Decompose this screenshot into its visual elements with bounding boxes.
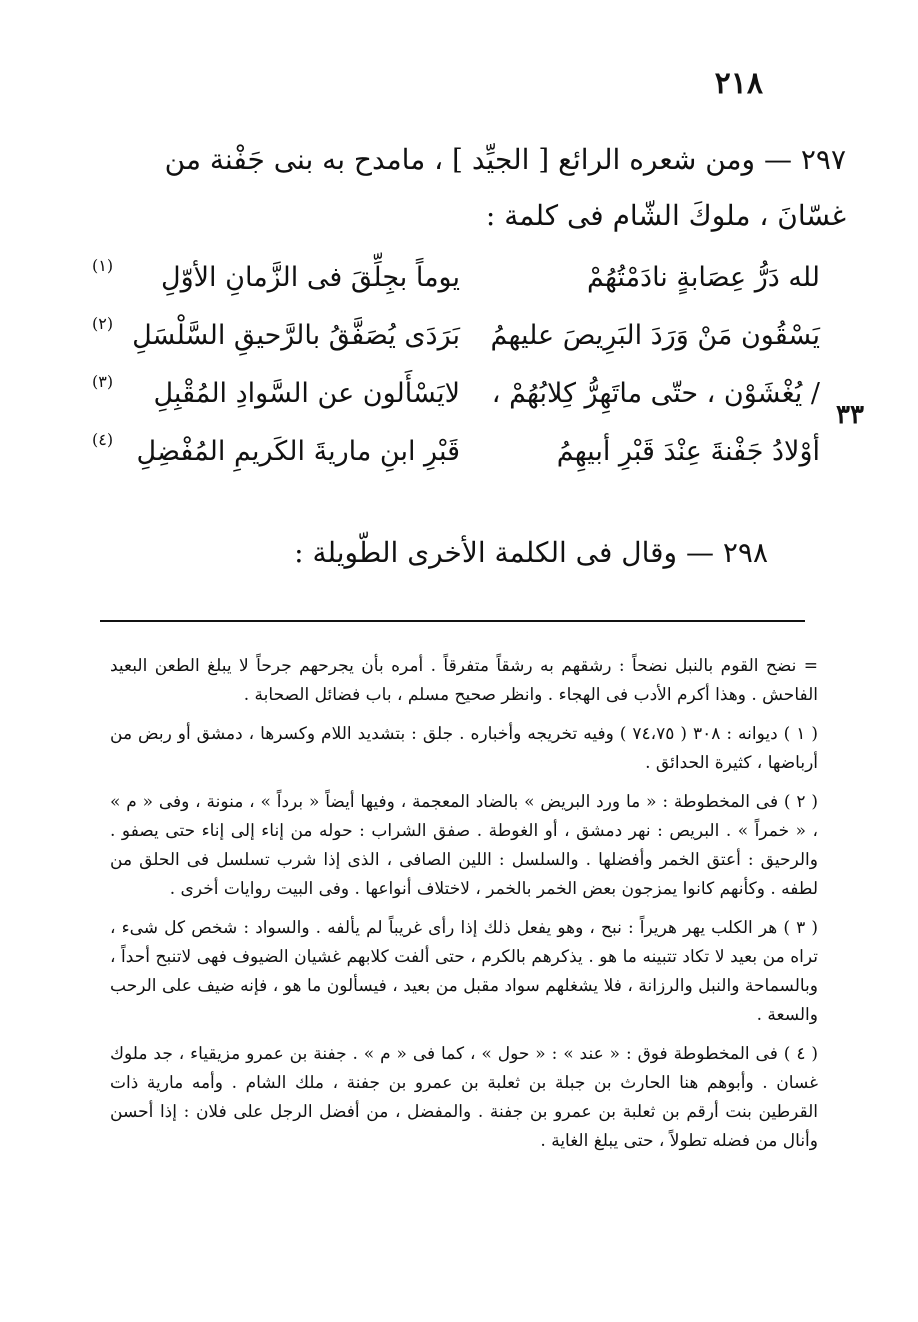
footnote-divider (100, 620, 805, 622)
footnotes (110, 652, 818, 1166)
footnote-continuation: = نضح القوم بالنبل نضحاً : رشقهم به رشقاً متفرقاً . أمره بأن يجرحهم جرحاً لا يبلغ الطعن البعيد الفاحش . وهذا أكرم الأدب فى الهجاء . وانظر صحيح مسلم ، باب فضائل الصحابة . (110, 656, 818, 705)
second-hemistich: قَبْرِ ابنِ ماريةَ الكَريمِ المُفْضِلِ (136, 436, 460, 467)
footnote-marker: (٣) (92, 372, 114, 391)
intro-line: غسّانَ ، ملوكَ الشّام فى كلمة : (485, 199, 846, 232)
footnote-marker: (٤) (92, 430, 114, 449)
second-hemistich: بَرَدَى يُصَفَّقُ بالرَّحيقِ السَّلْسَلِ (132, 320, 460, 351)
footnote-marker: (٢) (92, 314, 114, 333)
margin-number: ٣٣ (836, 400, 864, 430)
poem-verse (92, 430, 820, 494)
second-hemistich: لايَسْأَلون عن السَّوادِ المُقْبِلِ (153, 378, 460, 409)
poem-verse (92, 256, 820, 320)
first-hemistich: لله دَرُّ عِصَابةٍ نادَمْتُهُمْ (587, 262, 820, 293)
next-section-heading: ٢٩٨ — وقال فى الكلمة الأخرى الطّويلة : (294, 536, 768, 569)
footnote-2: ( ٢ ) فى المخطوطة : « ما ورد البريض » بالضاد المعجمة ، وفيها أيضاً « برداً » ، منونة ، وفى « م » ، « خمراً » . البريص : نهر دمشق ، أو الغوطة . صفق الشراب : حوله من إناء إلى إناء حتى يصفو . والرحيق : أعتق الخمر وأفضلها . والسلسل : اللين الصافى ، الذى إذا شرب تسلسل فى الحلق من لطفه . وكأنهم كانوا يمزجون بعض الخمر بالخمر ، لاختلاف أنواعها . وفى البيت روايات أخرى . (110, 792, 818, 899)
first-hemistich: / يُغْشَوْن ، حتّى ماتَهِرُّ كِلابُهُمْ ، (491, 378, 820, 409)
intro-line: ٢٩٧ — ومن شعره الرائع [ الجيِّد ] ، مامدح به بنى جَفْنة من (164, 143, 846, 176)
first-hemistich: أوْلادُ جَفْنةَ عِنْدَ قَبْرِ أبيهِمُ (556, 436, 820, 467)
first-hemistich: يَسْقُون مَنْ وَرَدَ البَرِيصَ عليهمُ (490, 320, 820, 351)
poem-verse (92, 372, 820, 436)
second-hemistich: يوماً بجِلِّقَ فى الزَّمانِ الأوّلِ (161, 262, 460, 293)
intro-paragraph (106, 132, 846, 244)
footnote-4: ( ٤ ) فى المخطوطة فوق : « عند » : « حول » ، كما فى « م » . جفنة بن عمرو مزيقياء ، جد ملوك غسان . وأبوهم هنا الحارث بن جبلة بن ثعلبة بن عمرو بن جفنة ، ملك الشام . وأمه مارية ذات القرطين بنت أرقم بن ثعلبة بن عمرو بن جفنة . والمفضل ، من أفضل الرجل على فلان : إذا أحسن وأنال من فضله تطولاً ، حتى يبلغ الغاية . (110, 1044, 818, 1151)
footnote-3: ( ٣ ) هر الكلب يهر هريراً : نبح ، وهو يفعل ذلك إذا رأى غريباً لم يألفه . والسواد : شخص كل شىء ، تراه من بعيد لا تكاد تتبينه ما هو . يذكرهم بالكرم ، حتى ألفت كلابهم غشيان الضيوف فهى لاتنبح أحداً ، وبالسماحة والنبل والرزانة ، فلا يشغلهم سواد مقبل من بعيد ، فيسألون ما هو ، فإنه ضيف على الرحب والسعة . (110, 918, 818, 1025)
poem (92, 256, 820, 494)
footnote-1: ( ١ ) ديوانه : ٣٠٨ ( ٧٤،٧٥ ) وفيه تخريجه وأخباره . جلق : بتشديد اللام وكسرها ، دمشق أو ربض من أرباضها ، كثيرة الحدائق . (110, 724, 818, 773)
page-number: ٢١٨ (714, 66, 763, 101)
footnote-marker: (١) (92, 256, 114, 275)
poem-verse (92, 314, 820, 378)
